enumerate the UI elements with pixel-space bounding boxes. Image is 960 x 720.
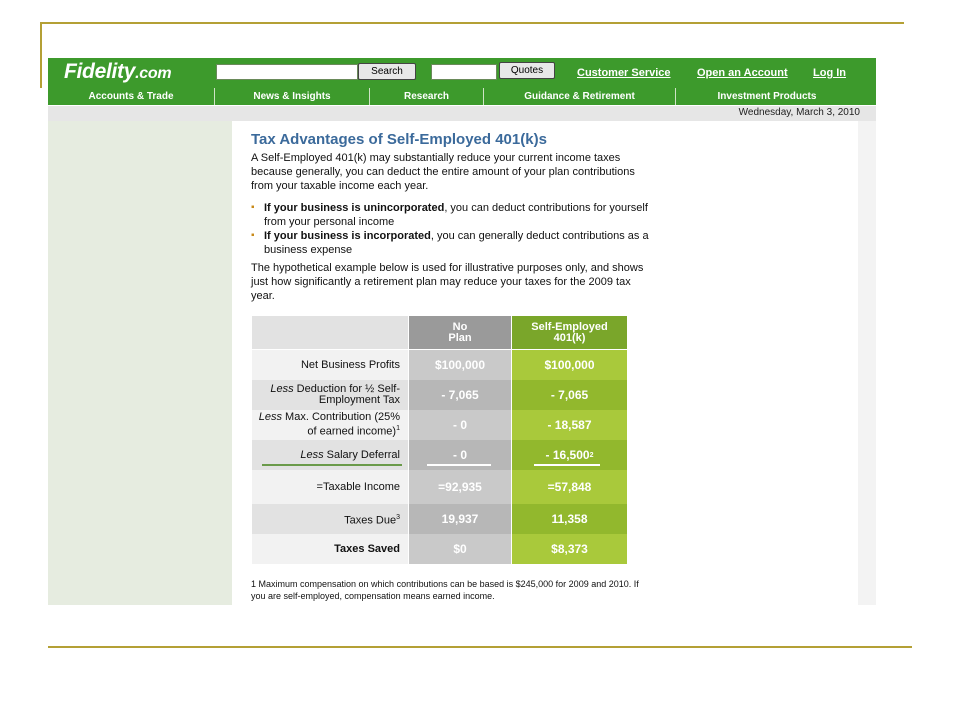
table-row-taxes-due (252, 504, 627, 534)
se-401k-value: $100,000 (512, 350, 627, 380)
row-label-text: =Taxable Income (316, 480, 400, 493)
row-label-text: Salary Deferral (323, 448, 400, 461)
no-plan-value: 19,937 (409, 504, 511, 534)
date-bar (48, 106, 876, 121)
se-401k-value: - 18,587 (512, 410, 627, 440)
subtotal-rule-no-plan (427, 464, 491, 466)
row-label (252, 534, 408, 564)
article-intro: A Self-Employed 401(k) may substantially reduce your current income taxes because generally, you can deduct the entire amount of your plan contributions from your taxable income each year. (251, 152, 635, 192)
footnote-ref: 3 (396, 513, 400, 521)
bullet-unincorporated-text: , you can deduct contributions for yourself from your personal income (264, 202, 648, 228)
example-paragraph: The hypothetical example below is used for illustrative purposes only, and shows just how significantly a retirement plan may reduce your taxes for the 2009 tax year. (251, 262, 644, 302)
se-401k-value: - 7,065 (512, 380, 627, 410)
no-plan-value: - 0 (409, 440, 511, 470)
header-no-plan-line1: No (452, 321, 468, 333)
no-plan-value: - 0 (409, 410, 511, 440)
table-row-se-tax-deduction (252, 380, 627, 410)
subtotal-rule-label (262, 464, 402, 466)
bullet-incorporated (251, 229, 651, 257)
search-input[interactable] (216, 64, 358, 80)
logo-domain: .com (135, 65, 172, 82)
no-plan-value: =92,935 (409, 470, 511, 504)
footnote-ref: 2 (589, 451, 594, 459)
logo-text: Fidelity (64, 60, 136, 83)
row-label-em: Less (258, 411, 282, 424)
row-label (252, 380, 408, 410)
header-no-plan-line2: Plan (448, 332, 472, 344)
left-sidebar (48, 121, 232, 605)
row-label-text: Deduction for ½ Self-Employment Tax (293, 383, 400, 406)
row-label-text: Taxes Saved (334, 542, 400, 555)
nav-investment-products[interactable]: Investment Products (675, 88, 858, 105)
table-row-net-profits (252, 350, 627, 380)
slide-frame-left-line (40, 22, 42, 88)
nav-accounts-trade[interactable]: Accounts & Trade (88, 91, 174, 102)
log-in-link[interactable]: Log In (813, 67, 846, 79)
current-date: Wednesday, March 3, 2010 (738, 107, 860, 118)
quotes-button[interactable]: Quotes (499, 62, 555, 79)
right-gutter (858, 121, 876, 605)
fidelity-logo[interactable] (64, 60, 171, 84)
article-title: Tax Advantages of Self-Employed 401(k)s (251, 131, 547, 148)
row-label (252, 470, 408, 504)
slide-frame-top-line (40, 22, 904, 24)
header-se-line2: 401(k) (553, 332, 586, 344)
bullet-incorporated-bold: If your business is incorporated (264, 230, 431, 242)
row-label (252, 504, 408, 534)
table-row-taxes-saved (252, 534, 627, 564)
bullet-incorporated-text: , you can generally deduct contributions as a business expense (264, 230, 649, 256)
row-label (252, 410, 408, 440)
search-button[interactable]: Search (358, 63, 416, 80)
se-401k-value: 11,358 (512, 504, 627, 534)
table-row-salary-deferral (252, 440, 627, 470)
fidelity-page-screenshot (48, 58, 876, 605)
row-label (252, 350, 408, 380)
open-account-link[interactable]: Open an Account (697, 67, 788, 79)
nav-research[interactable]: Research (369, 88, 483, 105)
se-401k-value: =57,848 (512, 470, 627, 504)
se-value-text: - 16,500 (545, 448, 590, 462)
bullet-unincorporated-bold: If your business is unincorporated (264, 202, 445, 214)
row-label-text: Max. Contribution (25% of earned income) (282, 411, 400, 438)
footnote: 1 Maximum compensation on which contributions can be based is $245,000 for 2009 and 2010. If you are self-employed, compensation means earned income. (251, 579, 639, 601)
top-header-bar (48, 58, 876, 88)
table-header-blank (252, 316, 408, 349)
nav-news-insights[interactable]: News & Insights (214, 88, 369, 105)
row-label-em: Less (270, 383, 294, 395)
footnote-ref: 1 (396, 425, 400, 433)
header-se-line1: Self-Employed (531, 321, 608, 333)
se-401k-value: $8,373 (512, 534, 627, 564)
no-plan-value: $100,000 (409, 350, 511, 380)
main-nav-bar (48, 88, 876, 105)
nav-guidance-retirement[interactable]: Guidance & Retirement (483, 88, 675, 105)
customer-service-link[interactable]: Customer Service (577, 67, 671, 79)
quotes-input[interactable] (431, 64, 497, 80)
header-self-employed-401k (512, 316, 627, 349)
table-row-taxable-income (252, 470, 627, 504)
row-label-text: Net Business Profits (300, 358, 400, 371)
subtotal-rule-se (534, 464, 600, 466)
slide-frame-bottom-line (48, 646, 912, 648)
no-plan-value: - 7,065 (409, 380, 511, 410)
bullet-list (251, 201, 651, 257)
no-plan-value: $0 (409, 534, 511, 564)
bullet-unincorporated (251, 201, 651, 229)
row-label-em: Less (300, 448, 324, 461)
row-label-text: Taxes Due (344, 514, 397, 527)
table-row-max-contribution (252, 410, 627, 440)
header-no-plan (409, 316, 511, 349)
